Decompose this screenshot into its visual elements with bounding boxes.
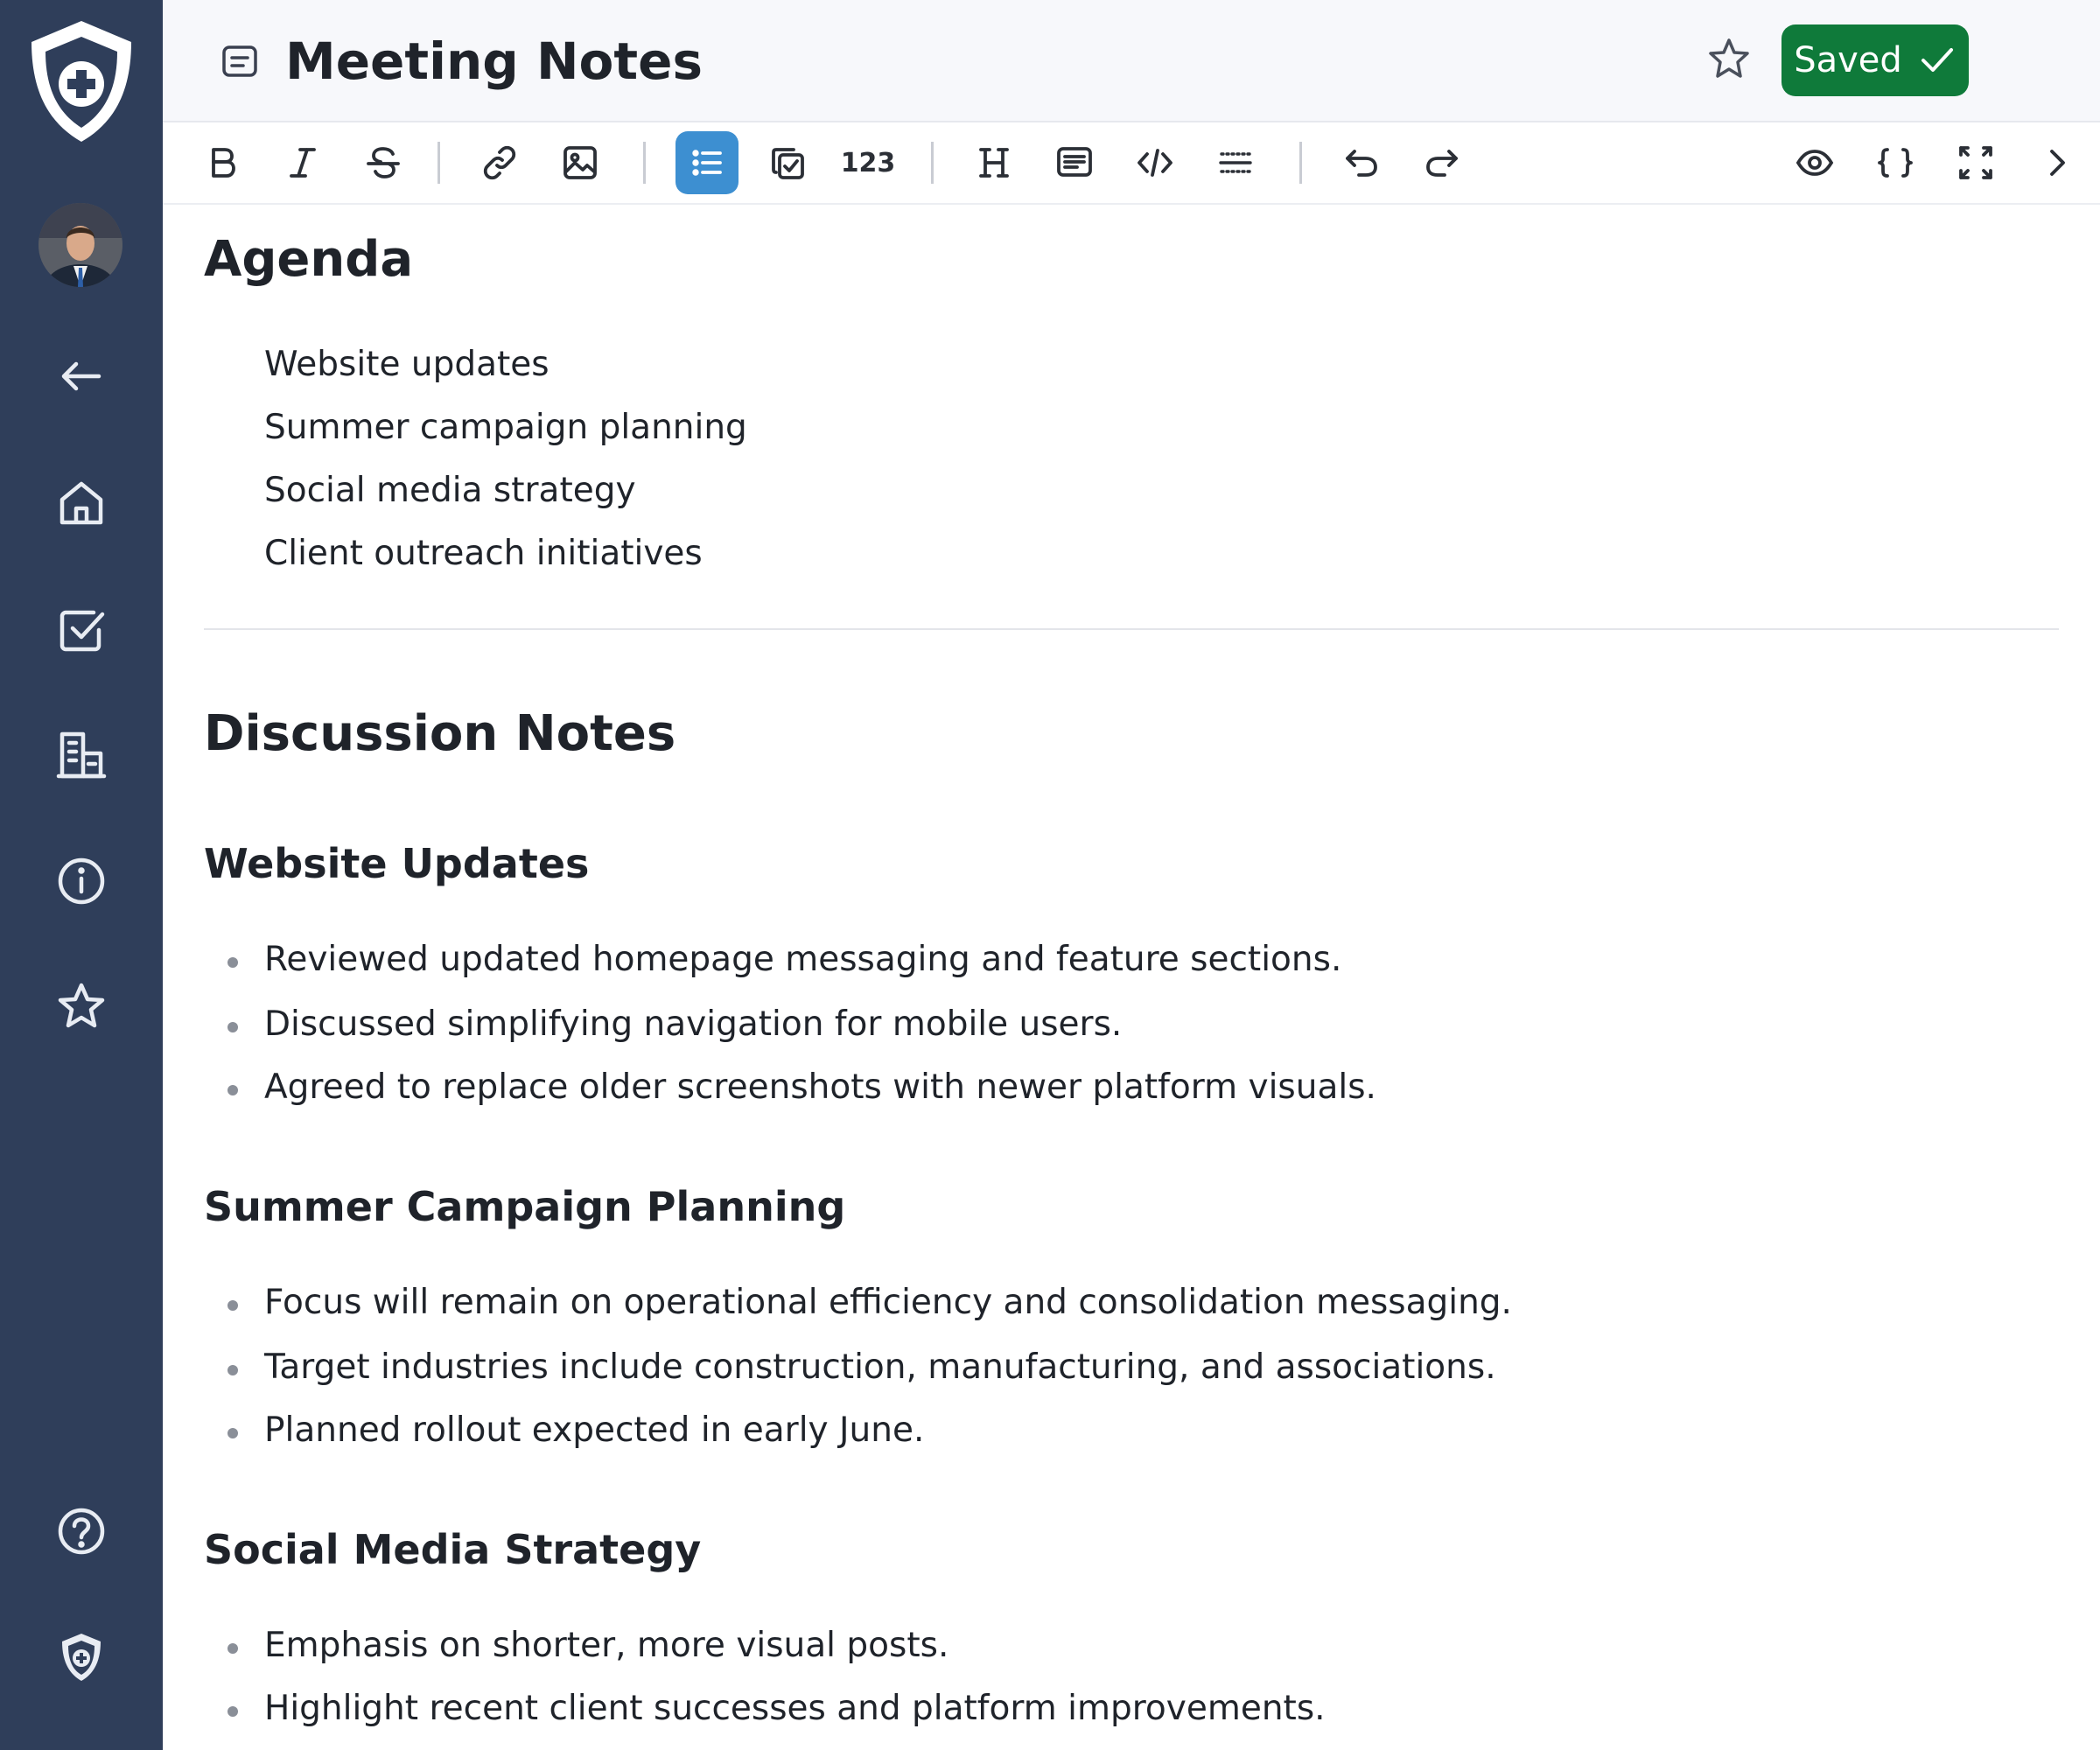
list-item: Agreed to replace older screenshots with newer platform visuals. (264, 1068, 1376, 1107)
list-item: Focus will remain on operational efficiency and consolidation messaging. (264, 1283, 1512, 1322)
undo-icon[interactable] (1330, 131, 1393, 194)
saved-label: Saved (1794, 40, 1902, 80)
page-title[interactable]: Meeting Notes (285, 32, 703, 91)
formatting-toolbar (163, 122, 2100, 205)
shield-icon[interactable] (0, 1604, 163, 1709)
heading-icon[interactable] (962, 131, 1026, 194)
list-item: Reviewed updated homepage messaging and feature sections. (264, 940, 1342, 979)
preview-eye-icon[interactable] (1783, 131, 1846, 194)
agenda-item: Client outreach initiatives (264, 534, 703, 573)
image-icon[interactable] (549, 131, 612, 194)
list-item: Target industries include construction, manufacturing, and associations. (264, 1348, 1496, 1387)
tasks-checkbox-icon[interactable] (0, 578, 163, 682)
strikethrough-icon[interactable] (352, 131, 415, 194)
code-icon[interactable] (1124, 131, 1186, 194)
sidebar (0, 0, 163, 1750)
italic-icon[interactable] (271, 131, 334, 194)
redo-icon[interactable] (1410, 131, 1474, 194)
favorites-star-icon[interactable] (0, 954, 163, 1059)
building-icon[interactable] (0, 703, 163, 808)
toolbar-separator (438, 142, 440, 184)
document-icon (220, 42, 259, 80)
section-heading: Social Media Strategy (204, 1526, 702, 1573)
toolbar-separator (931, 142, 934, 184)
quote-block-icon[interactable] (1043, 131, 1106, 194)
check-icon (1918, 41, 1956, 80)
shield-logo-icon[interactable] (21, 16, 142, 147)
help-icon[interactable] (0, 1479, 163, 1584)
agenda-item: Social media strategy (264, 471, 636, 510)
editor-content[interactable] (163, 205, 2100, 1750)
saved-button[interactable] (1782, 24, 1969, 96)
favorite-star-button[interactable] (1704, 35, 1754, 84)
section-heading: Summer Campaign Planning (204, 1183, 846, 1230)
numbered-list-label: 123 (840, 147, 896, 178)
list-item: Discussed simplifying navigation for mobile users. (264, 1004, 1123, 1044)
avatar[interactable] (38, 203, 122, 287)
numbered-list-button[interactable] (836, 131, 900, 194)
info-icon[interactable] (0, 829, 163, 934)
section-divider (204, 628, 2059, 630)
home-icon[interactable] (0, 451, 163, 556)
bold-icon[interactable] (191, 131, 254, 194)
horizontal-rule-icon[interactable] (1204, 131, 1267, 194)
toolbar-separator (643, 142, 646, 184)
bulleted-list-icon[interactable] (676, 131, 738, 194)
list-item: Highlight recent client successes and platform improvements. (264, 1689, 1326, 1728)
section-heading: Website Updates (204, 840, 590, 887)
link-icon[interactable] (468, 131, 531, 194)
back-arrow-icon[interactable] (0, 324, 163, 429)
list-item: Planned rollout expected in early June. (264, 1410, 925, 1450)
document-header (163, 0, 2100, 122)
agenda-item: Summer campaign planning (264, 408, 747, 447)
checklist-icon[interactable] (756, 131, 819, 194)
list-item: Emphasis on shorter, more visual posts. (264, 1626, 949, 1665)
agenda-heading: Agenda (204, 231, 414, 288)
chevron-right-icon[interactable] (2025, 131, 2088, 194)
source-braces-icon[interactable] (1864, 131, 1927, 194)
toolbar-separator (1299, 142, 1302, 184)
agenda-item: Website updates (264, 345, 550, 384)
discussion-heading: Discussion Notes (204, 705, 676, 762)
fullscreen-icon[interactable] (1944, 131, 2007, 194)
